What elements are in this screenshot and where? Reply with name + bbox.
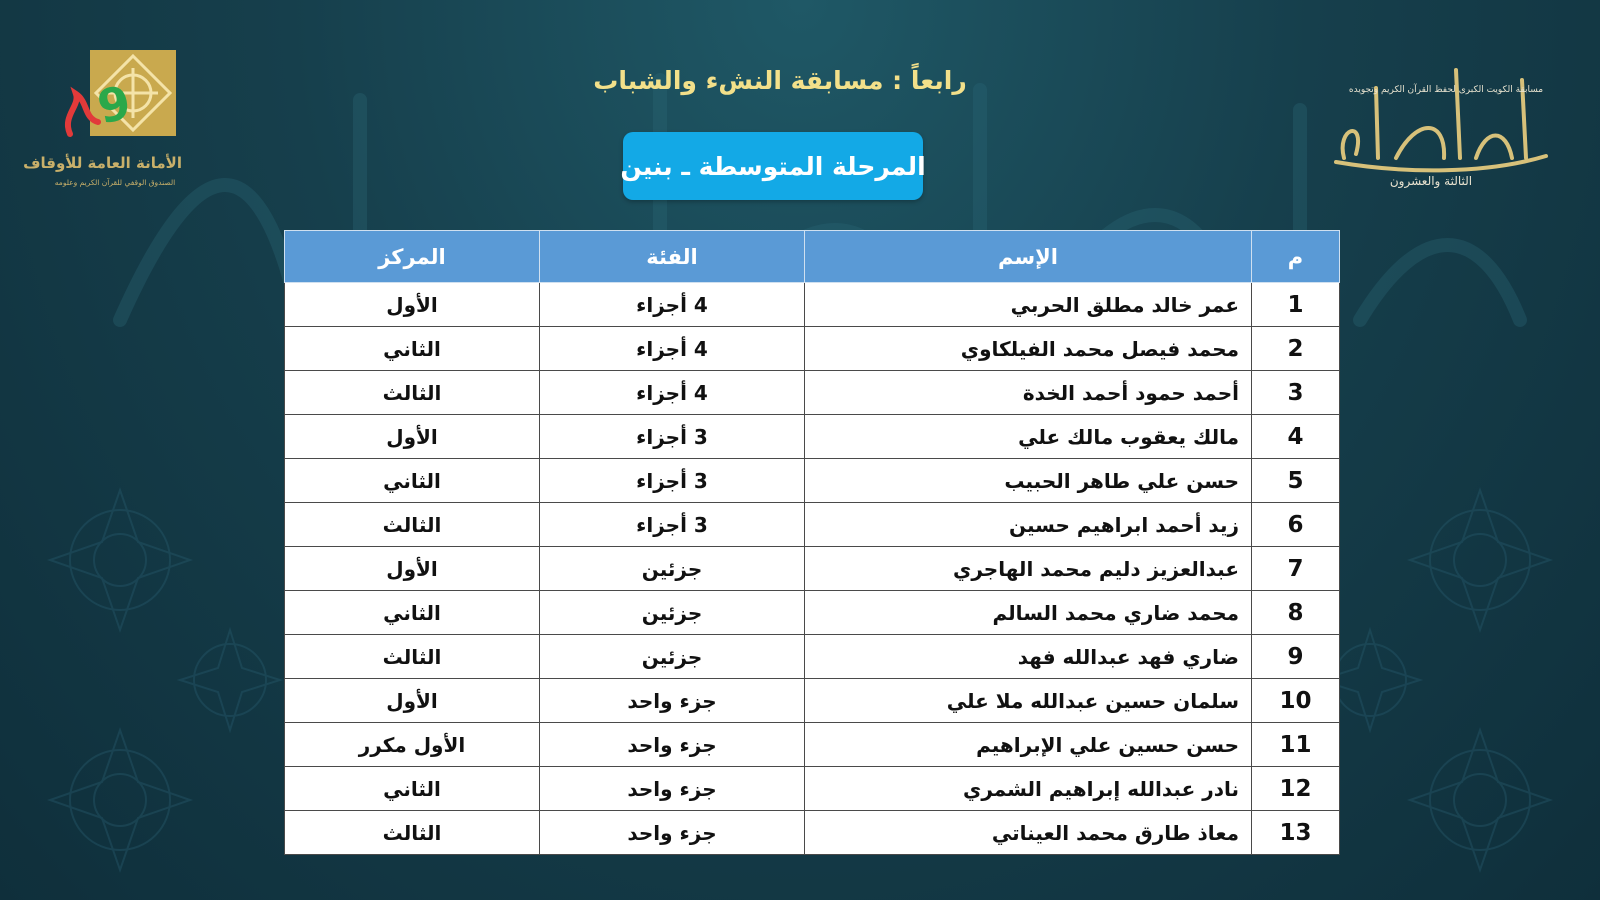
section-title: رابعاً : مسابقة النشء والشباب xyxy=(593,66,967,95)
competition-lettering: مسابقة الكويت الكبرى لحفظ القرآن الكريم وتجويده xyxy=(1348,85,1544,95)
svg-text:9: 9 xyxy=(92,74,136,135)
row-rank: الثاني xyxy=(285,327,540,371)
row-rank: الثاني xyxy=(285,459,540,503)
table-row xyxy=(285,811,1340,855)
row-rank: الثاني xyxy=(285,591,540,635)
table-row xyxy=(285,547,1340,591)
competition-calligraphy-icon xyxy=(1326,58,1556,178)
row-category: 4 أجزاء xyxy=(540,327,805,371)
table-header-row xyxy=(285,231,1340,283)
row-category: جزء واحد xyxy=(540,811,805,855)
row-name: عبدالعزيز دليم محمد الهاجري xyxy=(805,547,1252,591)
row-rank: الثالث xyxy=(285,811,540,855)
stage-label: المرحلة المتوسطة ـ بنين xyxy=(620,151,926,181)
header-rank: المركز xyxy=(285,231,540,283)
row-name: محمد ضاري محمد السالم xyxy=(805,591,1252,635)
table-row xyxy=(285,327,1340,371)
row-category: 4 أجزاء xyxy=(540,283,805,327)
row-num: 13 xyxy=(1252,811,1340,855)
row-num: 10 xyxy=(1252,679,1340,723)
awqaf-org-name: الأمانة العامة للأوقاف xyxy=(23,154,182,172)
row-name: زيد أحمد ابراهيم حسين xyxy=(805,503,1252,547)
header-num: م xyxy=(1252,231,1340,283)
header-name: الإسم xyxy=(805,231,1252,283)
row-num: 7 xyxy=(1252,547,1340,591)
row-name: نادر عبدالله إبراهيم الشمري xyxy=(805,767,1252,811)
row-num: 11 xyxy=(1252,723,1340,767)
table-row xyxy=(285,415,1340,459)
row-name: أحمد حمود أحمد الخدة xyxy=(805,371,1252,415)
row-name: سلمان حسين عبدالله ملا علي xyxy=(805,679,1252,723)
table-row xyxy=(285,679,1340,723)
row-name: معاذ طارق محمد العيناتي xyxy=(805,811,1252,855)
awqaf-logo-icon xyxy=(58,46,178,146)
row-rank: الثالث xyxy=(285,371,540,415)
awqaf-logo xyxy=(23,46,182,202)
row-category: جزئين xyxy=(540,635,805,679)
competition-logo xyxy=(1326,58,1566,198)
row-name: ضاري فهد عبدالله فهد xyxy=(805,635,1252,679)
row-num: 6 xyxy=(1252,503,1340,547)
row-num: 12 xyxy=(1252,767,1340,811)
row-category: جزء واحد xyxy=(540,679,805,723)
table-row xyxy=(285,635,1340,679)
competition-edition: الثالثة والعشرون xyxy=(1389,174,1473,188)
row-name: حسن علي طاهر الحبيب xyxy=(805,459,1252,503)
row-num: 1 xyxy=(1252,283,1340,327)
results-table xyxy=(284,230,1340,855)
table-row xyxy=(285,371,1340,415)
awqaf-org-subtitle: الصندوق الوقفي للقرآن الكريم وعلومه xyxy=(54,178,176,187)
row-category: 4 أجزاء xyxy=(540,371,805,415)
table-row xyxy=(285,591,1340,635)
stage-badge xyxy=(620,132,926,200)
row-name: محمد فيصل محمد الفيلكاوي xyxy=(805,327,1252,371)
row-category: 3 أجزاء xyxy=(540,503,805,547)
row-num: 4 xyxy=(1252,415,1340,459)
row-rank: الأول مكرر xyxy=(285,723,540,767)
table-row xyxy=(285,767,1340,811)
row-num: 3 xyxy=(1252,371,1340,415)
row-num: 2 xyxy=(1252,327,1340,371)
row-num: 9 xyxy=(1252,635,1340,679)
row-category: جزئين xyxy=(540,591,805,635)
table-row xyxy=(285,503,1340,547)
row-num: 8 xyxy=(1252,591,1340,635)
row-category: 3 أجزاء xyxy=(540,459,805,503)
table-row xyxy=(285,459,1340,503)
row-rank: الثالث xyxy=(285,635,540,679)
row-rank: الثاني xyxy=(285,767,540,811)
header-category: الفئة xyxy=(540,231,805,283)
row-name: مالك يعقوب مالك علي xyxy=(805,415,1252,459)
row-name: حسن حسين علي الإبراهيم xyxy=(805,723,1252,767)
table-row xyxy=(285,283,1340,327)
row-rank: الأول xyxy=(285,415,540,459)
row-name: عمر خالد مطلق الحربي xyxy=(805,283,1252,327)
row-rank: الثالث xyxy=(285,503,540,547)
row-rank: الأول xyxy=(285,679,540,723)
row-rank: الأول xyxy=(285,547,540,591)
row-rank: الأول xyxy=(285,283,540,327)
row-num: 5 xyxy=(1252,459,1340,503)
row-category: 3 أجزاء xyxy=(540,415,805,459)
row-category: جزء واحد xyxy=(540,767,805,811)
row-category: جزئين xyxy=(540,547,805,591)
row-category: جزء واحد xyxy=(540,723,805,767)
table-row xyxy=(285,723,1340,767)
